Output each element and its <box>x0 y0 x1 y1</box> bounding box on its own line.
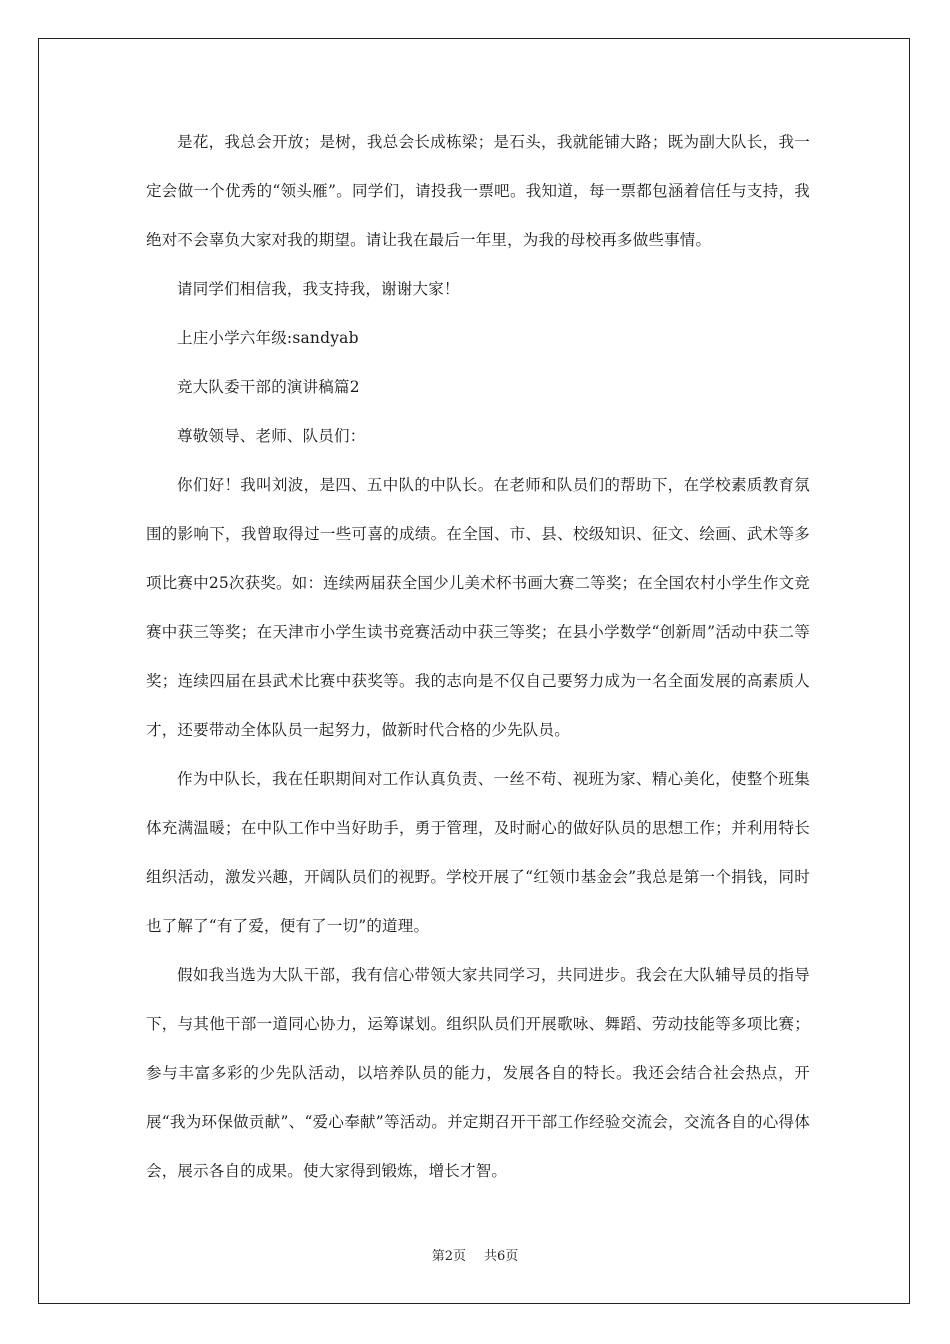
page-total: 共6页 <box>484 1249 519 1264</box>
paragraph-7: 作为中队长，我在任职期间对工作认真负责、一丝不苟、视班为家、精心美化，使整个班集体充满温暖；在中队工作中当好助手，勇于管理，及时耐心的做好队员的思想工作；并利用特长组织活动，激发兴趣，开阔队员们的视野。学校开展了“红领巾基金会”我总是第一个捐钱，同时也了解了“有了爱，便有了一切”的道理。 <box>146 770 810 935</box>
paragraph-1: 是花，我总会开放；是树，我总会长成栋梁；是石头，我就能铺大路；既为副大队长，我一定会做一个优秀的“领头雁”。同学们，请投我一票吧。我知道，每一票都包涵着信任与支持，我绝对不会辜负大家对我的期望。请让我在最后一年里，为我的母校再多做些事情。 <box>146 133 810 249</box>
author-line: 上庄小学六年级:sandyab <box>177 329 359 347</box>
section-title: 竞大队委干部的演讲稿篇2 <box>177 378 360 396</box>
page-number: 第2页 <box>431 1249 466 1264</box>
paragraph-6: 你们好！我叫刘波，是四、五中队的中队长。在老师和队员们的帮助下，在学校素质教育氛围的影响下，我曾取得过一些可喜的成绩。在全国、市、县、校级知识、征文、绘画、武术等多项比赛中25次获奖。如：连续两届获全国少儿美术杯书画大赛二等奖；在全国农村小学生作文竞赛中获三等奖；在天津市小学生读书竞赛活动中获三等奖；在县小学数学“创新周”活动中获二等奖；连续四届在县武术比赛中获奖等。我的志向是不仅自己要努力成为一名全面发展的高素质人才，还要带动全体队员一起努力，做新时代合格的少先队员。 <box>146 476 810 739</box>
salutation: 尊敬领导、老师、队员们： <box>177 427 366 445</box>
paragraph-2: 请同学们相信我，我支持我，谢谢大家！ <box>177 280 460 298</box>
paragraph-8: 假如我当选为大队干部，我有信心带领大家共同学习，共同进步。我会在大队辅导员的指导下，与其他干部一道同心协力，运筹谋划。组织队员们开展歌咏、舞蹈、劳动技能等多项比赛；参与丰富多彩的少先队活动，以培养队员的能力，发展各自的特长。我还会结合社会热点，开展“我为环保做贡献”、“爱心奉献”等活动。并定期召开干部工作经验交流会，交流各自的心得体会，展示各自的成果。使大家得到锻炼，增长才智。 <box>146 966 810 1180</box>
document-body <box>146 118 810 1196</box>
page-footer <box>0 1245 950 1264</box>
